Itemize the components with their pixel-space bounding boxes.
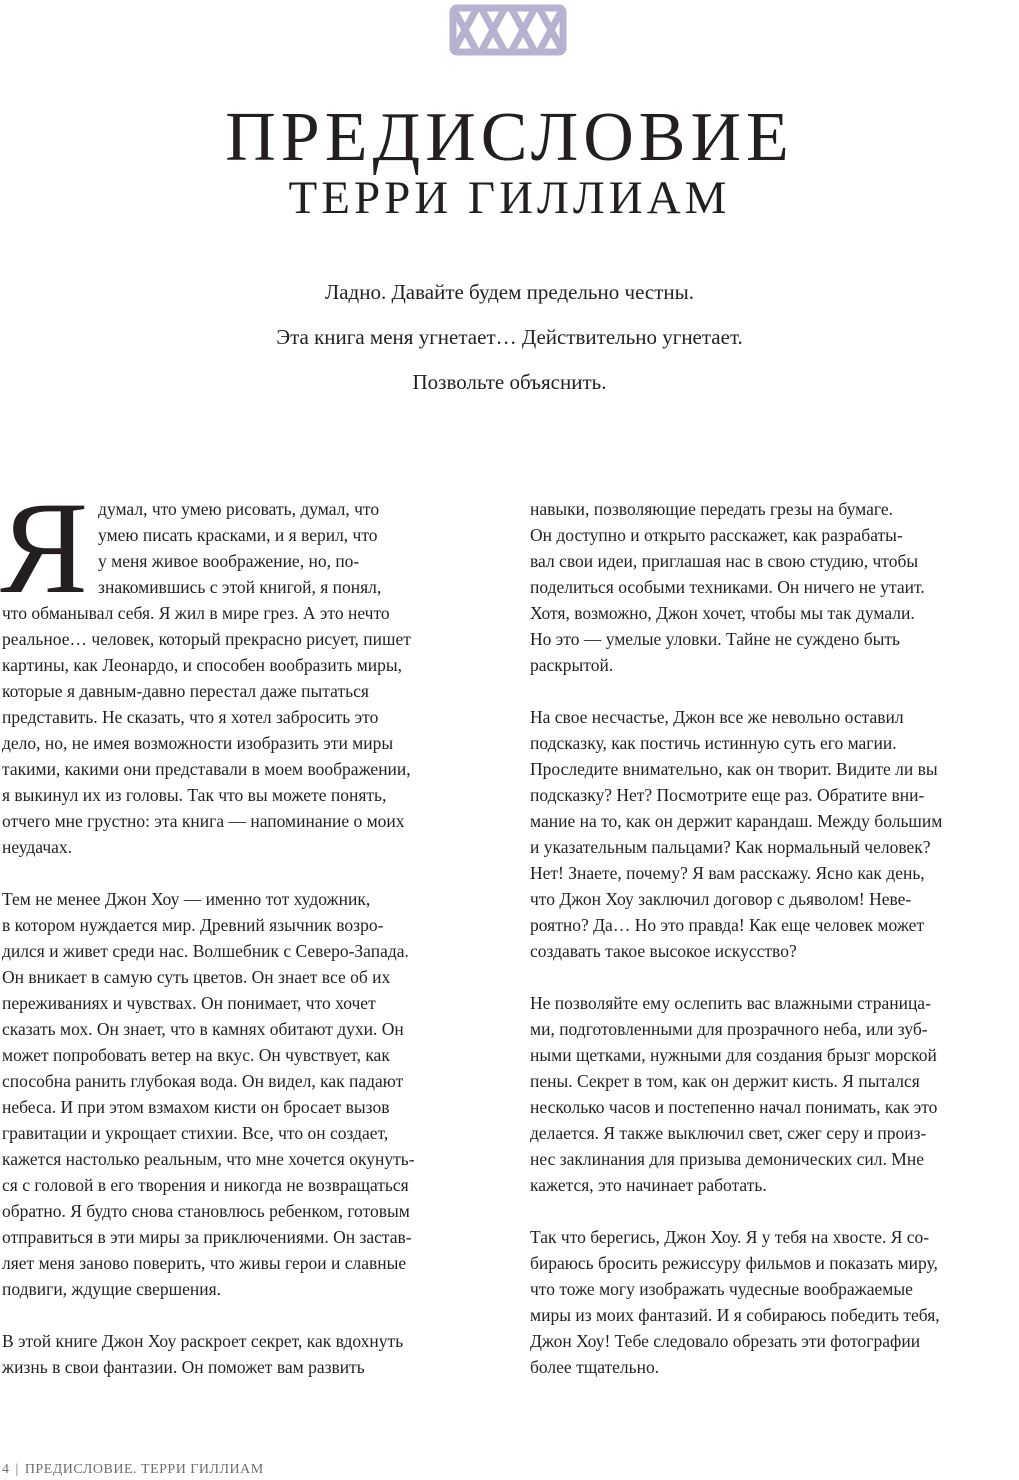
author-subtitle: ТЕРРИ ГИЛЛИАМ (288, 172, 731, 224)
text-line: несколько часов и постепенно начал понимать, как это (530, 1097, 938, 1117)
text-line: Нет! Знаете, почему? Я вам расскажу. Ясно как день, (530, 863, 925, 883)
celtic-knot-icon (447, 2, 569, 58)
body-paragraph (530, 704, 1019, 964)
text-line: более тщательно. (530, 1357, 660, 1377)
text-line: представить. Не сказать, что я хотел забросить это (2, 707, 379, 727)
text-line: переживаниях и чувствах. Он понимает, что хочет (2, 993, 376, 1013)
page-footer (2, 1462, 264, 1478)
text-line: навыки, позволяющие передать грезы на бумаге. (530, 499, 893, 519)
text-line: Тем не менее Джон Хоу — именно тот художник, (2, 889, 371, 909)
text-line: подсказку? Нет? Посмотрите еще раз. Обратите вни- (530, 785, 925, 805)
text-line: что тоже могу изображать чудесные воображаемые (530, 1279, 913, 1299)
text-line: В этой книге Джон Хоу раскроет секрет, как вдохнуть (2, 1331, 404, 1351)
text-line: что Джон Хоу заключил договор с дьяволом! Неве- (530, 889, 912, 909)
text-line: Он доступно и открыто расскажет, как разрабаты- (530, 525, 903, 545)
text-line: в котором нуждается мир. Древний язычник возро- (2, 915, 384, 935)
text-line: ся с головой в его творения и никогда не возвращаться (2, 1175, 409, 1195)
text-line: способна ранить глубокая вода. Он видел, как падают (2, 1071, 404, 1091)
body-paragraph (2, 1328, 496, 1380)
text-line: Так что берегись, Джон Хоу. Я у тебя на хвосте. Я со- (530, 1227, 930, 1247)
body-paragraph (530, 496, 1019, 678)
text-line: картины, как Леонардо, и способен вообразить миры, (2, 655, 403, 675)
page-title: ПРЕДИСЛОВИЕ (225, 99, 794, 176)
text-line: я выкинул их из головы. Так что вы можете понять, (2, 785, 387, 805)
text-line: обратно. Я будто снова становлюсь ребенком, готовым (2, 1201, 410, 1221)
text-line: может попробовать ветер на вкус. Он чувствует, как (2, 1045, 390, 1065)
text-line: мание на то, как он держит карандаш. Между большим (530, 811, 943, 831)
right-column (530, 496, 1019, 1406)
text-line: нес заклинания для призыва демонических сил. Мне (530, 1149, 924, 1169)
text-line: кажется, это начинает работать. (530, 1175, 767, 1195)
text-line: Не позволяйте ему ослепить вас влажными страница- (530, 993, 931, 1013)
text-line: подсказку, как постичь истинную суть его магии. (530, 733, 897, 753)
body-paragraph (530, 990, 1019, 1198)
page-number: 4 (2, 1462, 10, 1477)
text-line: делается. Я также выключил свет, сжег серу и произ- (530, 1123, 927, 1143)
text-line: небеса. И при этом взмахом кисти он бросает вызов (2, 1097, 390, 1117)
text-line: дился и живет среди нас. Волшебник с Северо-Запада. (2, 941, 409, 961)
text-line: пены. Секрет в том, как он держит кисть. Я пытался (530, 1071, 920, 1091)
text-line: такими, какими они представали в моем воображении, (2, 759, 411, 779)
text-line: неудачах. (2, 837, 73, 857)
intro-line: Ладно. Давайте будем предельно честны. (324, 280, 695, 304)
footer-separator: | (15, 1462, 19, 1477)
text-line: дело, но, не имея возможности изобразить эти миры (2, 733, 394, 753)
intro-line: Эта книга меня угнетает… Действительно угнетает. (276, 325, 743, 349)
body-paragraph (530, 1224, 1019, 1380)
text-line: жизнь в свои фантазии. Он поможет вам развить (2, 1357, 365, 1377)
text-line: ми, подготовленными для прозрачного неба, или зуб- (530, 1019, 928, 1039)
text-line: миры из моих фантазий. И я собираюсь победить тебя, (530, 1305, 940, 1325)
text-line: гравитации и укрощает стихии. Все, что он создает, (2, 1123, 389, 1143)
text-line: ляет меня заново поверить, что живы герои и славные (2, 1253, 407, 1273)
text-line: знакомившись с этой книгой, я понял, (98, 577, 382, 597)
text-line: у меня живое воображение, но, по- (98, 551, 360, 571)
text-line: Он вникает в самую суть цветов. Он знает все об их (2, 967, 391, 987)
text-line: которые я давным-давно перестал даже пытаться (2, 681, 369, 701)
body-paragraph (2, 886, 496, 1302)
text-line: создавать такое высокое искусство? (530, 941, 797, 961)
text-line: отчего мне грустно: эта книга — напоминание о моих (2, 811, 405, 831)
text-line: поделиться особыми техниками. Он ничего не утаит. (530, 577, 925, 597)
text-line: роятно? Да… Но это правда! Как еще человек может (530, 915, 925, 935)
left-column (0, 474, 496, 1406)
text-line: бираюсь бросить режиссуру фильмов и показать миру, (530, 1253, 938, 1273)
text-line: Хотя, возможно, Джон хочет, чтобы мы так думали. (530, 603, 915, 623)
drop-cap: Я (0, 474, 89, 621)
text-line: Но это — умелые уловки. Тайне не суждено быть (530, 629, 901, 649)
text-line: отправиться в эти миры за приключениями. Он застав- (2, 1227, 412, 1247)
text-line: Джон Хоу! Тебе следовало обрезать эти фотографии (530, 1331, 921, 1351)
text-line: Проследите внимательно, как он творит. Видите ли вы (530, 759, 938, 779)
text-line: умею писать красками, и я верил, что (98, 525, 378, 545)
running-title: ПРЕДИСЛОВИЕ. ТЕРРИ ГИЛЛИАМ (24, 1462, 264, 1477)
text-line: реальное… человек, который прекрасно рисует, пишет (2, 629, 411, 649)
text-line: и указательным пальцами? Как нормальный человек? (530, 837, 931, 857)
text-line: думал, что умею рисовать, думал, что (98, 499, 380, 519)
intro-line: Позвольте объяснить. (412, 370, 607, 394)
text-line: ными щетками, нужными для создания брызг морской (530, 1045, 937, 1065)
text-line: раскрытой. (530, 655, 614, 675)
text-line: кажется настолько реальным, что мне хочется окунуть- (2, 1149, 415, 1169)
text-line: подвиги, ждущие свершения. (2, 1279, 222, 1299)
text-line: вал свои идеи, приглашая нас в свою студию, чтобы (530, 551, 919, 571)
text-line: сказать мох. Он знает, что в камнях обитают духи. Он (2, 1019, 404, 1039)
text-line: На свое несчастье, Джон все же невольно оставил (530, 707, 904, 727)
text-line: что обманывал себя. Я жил в мире грез. А это нечто (2, 603, 390, 623)
